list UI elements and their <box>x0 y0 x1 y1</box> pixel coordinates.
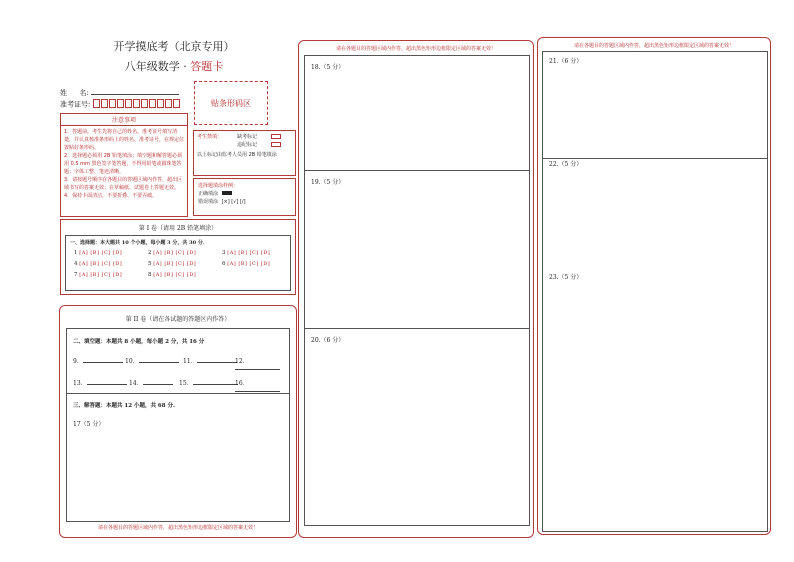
correct-mark <box>222 191 232 195</box>
part1-box <box>60 219 296 295</box>
part1-title: 第 I 卷（请用 2B 铅笔填涂） <box>138 225 218 232</box>
id-grid[interactable] <box>93 99 181 110</box>
part1-inner: 一、选择题：本大题共 10 个小题，每小题 3 分，共 30 分． 1 [A] [B] [C] [D] 2 [A] [B] [C] [D] 3 [A] [B] [C] [D] 4 [A] [B] [C] [D] 5 [A] [B] [C] [D] 6 [A] [B] [C] [D] 7 [A] [B] [C] [D] 8 [A] [B] [C] [D] <box>65 235 291 291</box>
barcode-label: 贴条形码区 <box>211 98 251 108</box>
id-label: 准考证号: <box>60 100 91 109</box>
exam-flags-box <box>193 130 296 176</box>
q21-label: 21.（6 分） <box>549 58 583 65</box>
q6-options[interactable]: [A] [B] [C] [D] <box>227 261 271 267</box>
absent-checkbox[interactable] <box>271 134 281 139</box>
correct-label: 正确填涂 <box>198 191 219 197</box>
subtitle-subject: 八年级数学 <box>124 60 180 73</box>
q3-options[interactable]: [A] [B] [C] [D] <box>227 250 271 256</box>
q19-answer-area[interactable] <box>305 186 529 328</box>
note-item-3: 3．请按题号顺序在各题目的答题区域内作答，超出区域书写的答案无效；在草稿纸、试题卷上答题无效。 <box>64 177 183 191</box>
name-label: 姓 <box>60 89 67 97</box>
q1-options[interactable]: [A] [B] [C] [D] <box>79 250 123 256</box>
middle-inner <box>304 55 530 526</box>
wrong-label: 错误填涂 <box>198 199 219 205</box>
name-label-2: 名: <box>79 89 89 97</box>
right-inner <box>542 51 768 532</box>
part2-inner: 二、填空题：本题共 8 小题，每小题 2 分，共 16 分 9． 10． 11． 12． 13． 14． 15． 16． 三、解答题：本题共 12 小题，共 68 分. 17（5 分） <box>66 328 290 522</box>
notes-box <box>60 113 188 217</box>
fill-example-title: 选择题填涂样例： <box>198 183 239 189</box>
note-item-1: 1．答题前，考生先将自己的姓名，准考证号填写清楚，并认真核准条形码上的姓名、准考证号，在规定位置贴好条形码。 <box>64 129 185 151</box>
q4-options[interactable]: [A] [B] [C] [D] <box>79 261 123 267</box>
part2-title: 第 II 卷（请在各试题的答题区内作答） <box>125 316 231 323</box>
name-row <box>60 88 190 98</box>
q5-options[interactable]: [A] [B] [C] [D] <box>153 261 197 267</box>
answer-line-10[interactable] <box>139 362 179 363</box>
answer-line-13[interactable] <box>87 384 127 385</box>
q20-answer-area[interactable] <box>305 344 529 524</box>
id-row <box>60 99 200 110</box>
left-warning: 请在各题目的答题区域内作答，超出黑色矩形边框限定区域的答案无效！ <box>97 525 258 531</box>
notes-title: 注意事项 <box>61 114 187 126</box>
note-item-2: 2．选择题必须用 2B 铅笔填涂；填空题和解答题必须用 0.5 mm 黑色签字笔答题，不得用铅笔或圆珠笔答题；字体工整、笔迹清晰。 <box>64 153 182 175</box>
right-panel <box>537 37 771 535</box>
middle-warning: 请在各题目的答题区域内作答，超出黑色矩形边框限定区域的答案无效！ <box>335 46 496 52</box>
subtitle-suffix: 答题卡 <box>190 60 224 73</box>
q20-label: 20.（6 分） <box>311 337 345 344</box>
q23-label: 23.（5 分） <box>549 274 583 281</box>
part2-panel <box>59 305 297 538</box>
answer-line-15[interactable] <box>193 384 238 385</box>
answer-line-9[interactable] <box>83 362 123 363</box>
answer-line-14[interactable] <box>143 384 173 385</box>
part1-section: 一、选择题：本大题共 10 个小题，每小题 3 分，共 30 分． <box>70 240 208 246</box>
violation-label: 违纪标记 <box>237 142 258 148</box>
middle-panel <box>298 40 534 538</box>
q23-answer-area[interactable] <box>543 282 767 532</box>
wrong-marks: [×] [√] [/] <box>221 199 246 205</box>
answer-line-12[interactable] <box>235 369 280 370</box>
q18-label: 18.（5 分） <box>311 64 345 71</box>
barcode-area <box>194 81 268 125</box>
absent-label: 缺考标记 <box>237 134 258 140</box>
name-field[interactable] <box>91 94 179 95</box>
solve-section-title: 三、解答题：本题共 12 小题，共 68 分. <box>73 403 175 409</box>
q7-options[interactable]: [A] [B] [C] [D] <box>79 272 123 278</box>
exam-title: 开学摸底考（北京专用） <box>113 40 235 53</box>
fill-section-title: 二、填空题：本题共 8 小题，每小题 2 分，共 16 分 <box>73 339 205 345</box>
right-warning: 请在各题目的答题区域内作答，超出黑色矩形边框限定区域的答案无效！ <box>573 43 734 49</box>
q21-answer-area[interactable] <box>543 64 767 158</box>
answer-line-16[interactable] <box>235 391 280 392</box>
note-item-4: 4．保持卡面清洁，不要折叠、不要弄破。 <box>64 193 158 199</box>
q19-label: 19.（5 分） <box>311 179 345 186</box>
violation-checkbox[interactable] <box>271 142 281 147</box>
exam-subtitle: 八年级数学 · 答题卡 <box>124 60 224 73</box>
q17-label: 17（5 分） <box>73 421 105 428</box>
q18-answer-area[interactable] <box>305 70 529 170</box>
flags-note: 以上标记由监考人员用 2B 铅笔填涂 <box>197 152 277 158</box>
q22-answer-area[interactable] <box>543 168 767 268</box>
q8-options[interactable]: [A] [B] [C] [D] <box>153 272 197 278</box>
answer-line-11[interactable] <box>197 362 237 363</box>
q17-answer-area[interactable] <box>67 429 289 523</box>
exam-flags-label: 考生禁填： <box>197 134 223 140</box>
section-divider <box>67 393 289 394</box>
fill-example-box <box>193 178 296 216</box>
q2-options[interactable]: [A] [B] [C] [D] <box>153 250 197 256</box>
q22-label: 22.（5 分） <box>549 161 583 168</box>
